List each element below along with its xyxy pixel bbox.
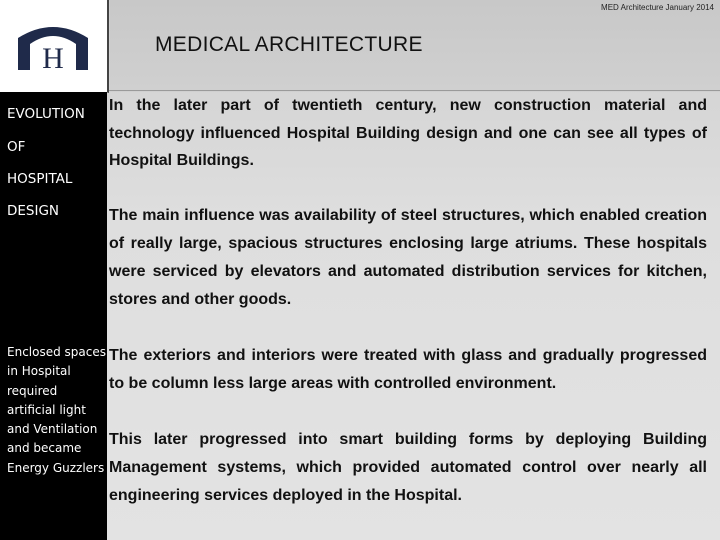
paragraph-2: The main influence was availability of steel structures, which enabled creation of really large, spacious structures enclosing large atriums. These hospitals were serviced by elevators and automated distribution services for kitchen, stores and other goods. [109,207,707,308]
sidebar-heading-design: DESIGN [7,203,60,219]
paragraph-3: The exteriors and interiors were treated with glass and gradually progressed to be column less large areas with controlled environment. [109,347,707,392]
sidebar-heading-evolution: EVOLUTION [7,106,85,122]
logo-letter: H [42,42,64,74]
header-divider [108,90,720,91]
logo-arch-icon [14,18,92,74]
sidebar-heading-of: OF [7,139,26,155]
sidebar-note: Enclosed spaces in Hospital required artificial light and Ventilation and became Energy Guzzlers [7,345,106,475]
slide-title: MEDICAL ARCHITECTURE [155,33,423,56]
paragraph-1: In the later part of twentieth century, new construction material and technology influenced Hospital Building design and one can see all types of Hospital Buildings. [109,97,707,169]
paragraph-4: This later progressed into smart building forms by deploying Building Management systems, which provided automated control over nearly all engineering services deployed in the Hospital. [109,431,707,504]
header-note: MED Architecture January 2014 [601,3,714,12]
sidebar-heading-hospital: HOSPITAL [7,171,73,187]
logo [0,0,109,93]
